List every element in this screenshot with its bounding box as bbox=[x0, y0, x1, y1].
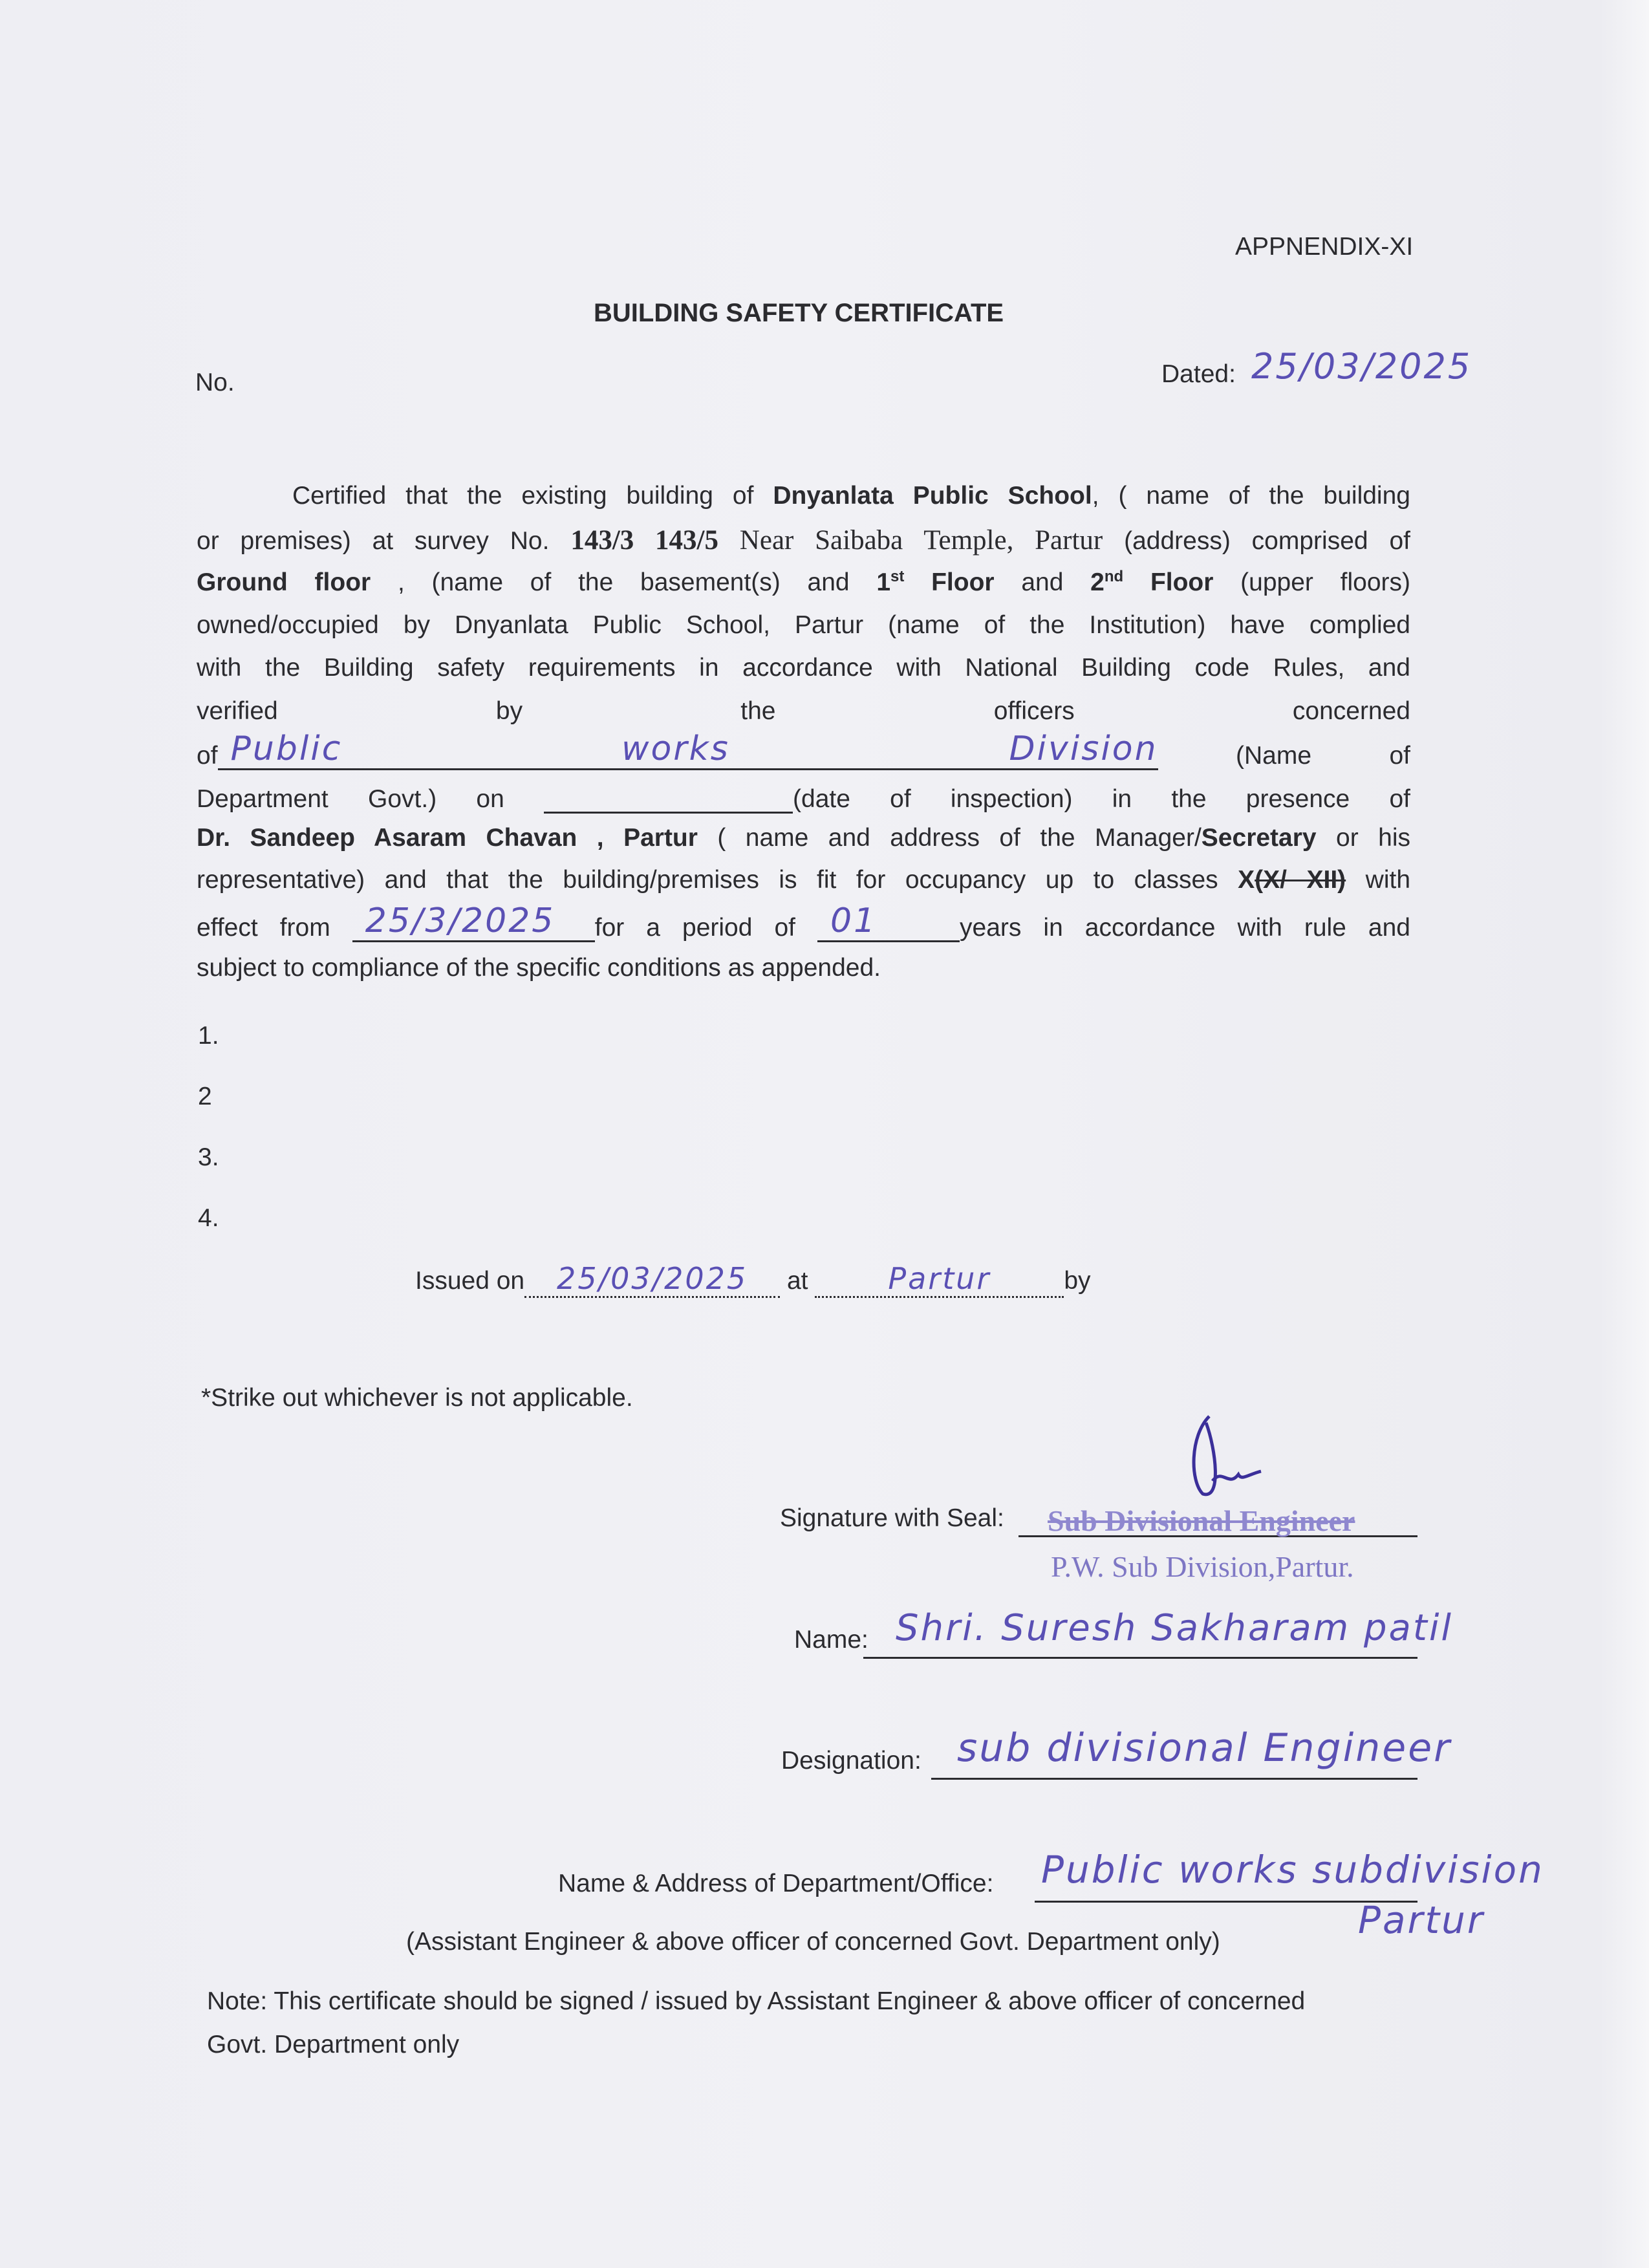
certificate-no-label: No. bbox=[195, 369, 235, 396]
page-title: BUILDING SAFETY CERTIFICATE bbox=[594, 299, 1004, 327]
body-line-11: effect from 25/3/2025 for a period of 01 years in accordance with rule and bbox=[197, 902, 1410, 942]
body-line-12: subject to compliance of the specific conditions as appended. bbox=[197, 954, 881, 982]
condition-3: 3. bbox=[198, 1143, 219, 1171]
condition-4: 4. bbox=[198, 1204, 219, 1232]
seal-line-1: Sub Divisional Engineer bbox=[1048, 1504, 1355, 1537]
department-value: Public works subdivision bbox=[1041, 1848, 1544, 1892]
body-line-10: representative) and that the building/premises is fit for occupancy up to classes X(X/ XII) with bbox=[197, 866, 1411, 894]
officer-note: (Assistant Engineer & above officer of concerned Govt. Department only) bbox=[406, 1928, 1220, 1956]
note-line-1: Note: This certificate should be signed / issued by Assistant Engineer & above officer of concerned bbox=[207, 1987, 1306, 2015]
department-field: Public works Division bbox=[218, 739, 1158, 770]
department-label: Name & Address of Department/Office: bbox=[558, 1870, 994, 1897]
body-line-4: owned/occupied by Dnyanlata Public School, Partur (name of the Institution) have complied bbox=[197, 611, 1410, 639]
issued-line: Issued on 25/03/2025 at Partur by bbox=[415, 1261, 1091, 1298]
period-field: 01 bbox=[817, 911, 960, 942]
body-line-5: with the Building safety requirements in accordance with National Building code Rules, and bbox=[197, 654, 1410, 682]
appendix-label: APPNENDIX-XI bbox=[1235, 233, 1414, 261]
designation-label: Designation: bbox=[781, 1747, 921, 1775]
designation-value: sub divisional Engineer bbox=[957, 1725, 1452, 1771]
condition-1: 1. bbox=[198, 1022, 219, 1050]
seal-line-2: P.W. Sub Division,Partur. bbox=[1051, 1550, 1354, 1583]
effect-from-field: 25/3/2025 bbox=[352, 911, 595, 942]
dated-value: 25/03/2025 bbox=[1251, 346, 1472, 387]
signature-label: Signature with Seal: bbox=[780, 1504, 1004, 1532]
body-line-2: or premises) at survey No. 143/3 143/5 Near Saibaba Temple, Partur (address) comprised of bbox=[197, 525, 1410, 556]
department-value-line2: Partur bbox=[1358, 1898, 1485, 1942]
name-value: Shri. Suresh Sakharam patil bbox=[896, 1607, 1453, 1649]
inspection-date-field bbox=[544, 782, 793, 814]
body-line-7: of Public works Division (Name of bbox=[197, 729, 1410, 770]
name-label: Name: bbox=[794, 1626, 868, 1654]
condition-2: 2 bbox=[198, 1083, 212, 1110]
body-line-9: Dr. Sandeep Asaram Chavan , Partur ( name and address of the Manager/Secretary or his bbox=[197, 824, 1410, 852]
dated-label: Dated: bbox=[1161, 360, 1236, 388]
body-line-8: Department Govt.) on (date of inspection) in the presence of bbox=[197, 782, 1410, 814]
body-line-3: Ground floor , (name of the basement(s) and 1st Floor and 2nd Floor (upper floors) bbox=[197, 568, 1411, 596]
footnote: *Strike out whichever is not applicable. bbox=[201, 1384, 633, 1412]
note-line-2: Govt. Department only bbox=[207, 2031, 460, 2058]
body-line-6: verified by the officers concerned bbox=[197, 697, 1410, 725]
body-line-1: Certified that the existing building of Dnyanlata Public School, ( name of the building bbox=[292, 482, 1410, 510]
signature-mark bbox=[1177, 1410, 1280, 1513]
